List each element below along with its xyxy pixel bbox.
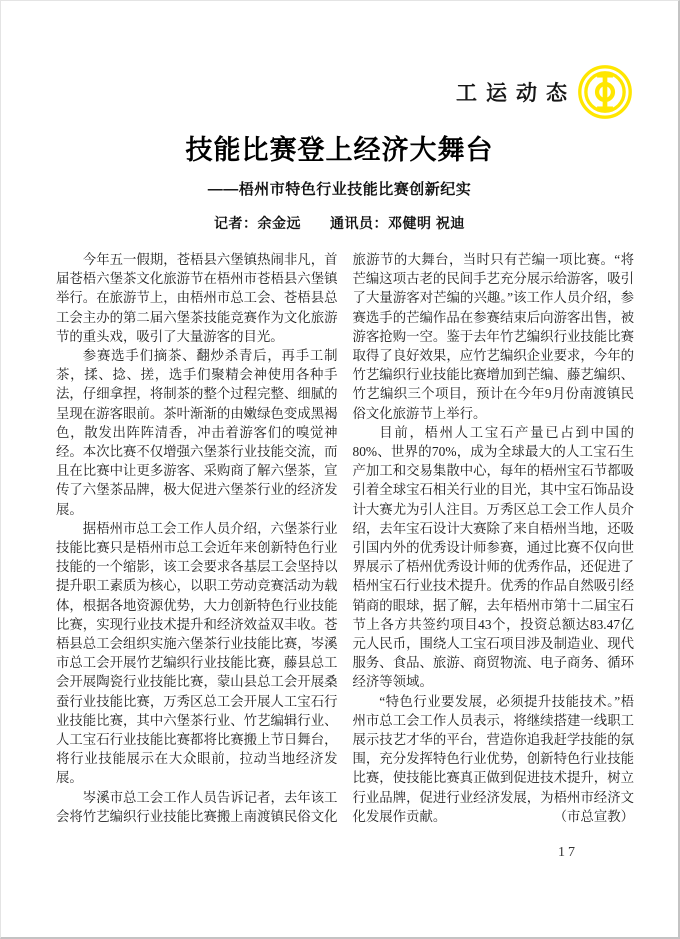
article-title: 技能比赛登上经济大舞台 (185, 135, 494, 165)
article-subtitle: ——梧州市特色行业技能比赛创新纪实 (207, 181, 472, 198)
paragraph-6 (353, 692, 635, 826)
paragraph-2: 参赛选手们摘茶、翻炒杀青后，再手工制茶，揉、捻、搓，选手们聚精会神使用各种手法，仔细拿捏，将制茶的整个过程完整、细腻的呈现在游客眼前。茶叶渐渐的由嫩绿色变成黑褐色，散发出阵阵清香，冲击着游客们的嗅觉神经。本次比赛不仅增强六堡茶行业技能交流，而且在比赛中让更多游客、采购商了解六堡茶，宣传了六堡茶品牌，极大促进六堡茶行业的经济发展。 (56, 348, 338, 517)
paragraph-3: 据梧州市总工会工作人员介绍，六堡茶行业技能比赛只是梧州市总工会近年来创新特色行业技能的一个缩影，该工会要求各基层工会坚持以提升职工素质为核心，以职工劳动竞赛活动为载体，根据各地资源优势，大力创新特色行业技能比赛，实现行业技术提升和经济效益双丰收。苍梧县总工会组织实施六堡茶行业技能比赛，岑溪市总工会开展竹艺编织行业技能比赛，藤县总工会开展陶瓷行业技能比赛，蒙山县总工会开展桑蚕行业技能比赛，万秀区总工会开展人工宝石行业技能比赛，其中六堡茶行业、竹艺编辑行业、人工宝石行业技能比赛都将比赛搬上节日舞台，将行业技能展示在大众眼前，拉动当地经济发展。 (56, 520, 338, 786)
page-number: 17 (558, 845, 578, 860)
article-body (56, 250, 634, 840)
paragraph-5: 目前，梧州人工宝石产量已占到中国的80%、世界的70%，成为全球最大的人工宝石生产加工和交易集散中心，每年的梧州宝石节都吸引着全球宝石相关行业的目光，其中宝石饰品设计大赛尤为引人注目。万秀区总工会工作人员介绍，去年宝石设计大赛除了来自梧州当地，还吸引国内外的优秀设计师参赛，通过比赛不仅向世界展示了梧州优秀设计师的优秀作品，还促进了梧州宝石行业技术提升。优秀的作品自然吸引经销商的眼球，据了解，去年梧州市第十二届宝石节上各方共签约项目43个，投资总额达83.47亿元人民币，围绕人工宝石项目涉及制造业、现代服务、食品、旅游、商贸物流、电子商务、循环经济等领域。 (352, 424, 634, 690)
section-title: 工运动态 (456, 81, 576, 105)
trade-union-emblem-icon (577, 64, 633, 120)
paragraph-4: 岑溪市总工会工作人员告诉记者，去年该工会将竹艺编织行业技能比赛搬上南渡镇民俗文化旅游节的大舞台，当时只有芒编一项比赛。“将芒编这项古老的民间手艺充分展示给游客，吸引了大量游客对芒编的兴趣。”该工作人员介绍，参赛选手的芒编作品在参赛结束后向游客出售，被游客抢购一空。鉴于去年竹艺编织行业技能比赛取得了良好效果，应竹艺编织企业要求，今年的竹艺编织行业技能比赛增加到芒编、藤艺编织、竹艺编织三个项目，预计在今年9月份南渡镇民俗文化旅游节上举行。 (56, 252, 634, 824)
article-byline: 记者：余金远 通讯员：邓健明 祝迪 (214, 215, 465, 231)
masthead (456, 64, 633, 120)
attribution-credit: （市总宣教） (553, 808, 634, 824)
paragraph-1: 今年五一假期，苍梧县六堡镇热闹非凡，首届苍梧六堡茶文化旅游节在梧州市苍梧县六堡镇举行。在旅游节上，由梧州市总工会、苍梧县总工会主办的第二届六堡茶技能竞赛作为文化旅游节的重头戏，吸引了大量游客的目光。 (56, 252, 338, 344)
paragraph-6-text: “特色行业要发展，必须提升技能技术。”梧州市总工会工作人员表示，将继续搭建一线职工展示技艺才华的平台，营造你追我赶学技能的氛围，充分发挥特色行业优势，创新特色行业技能比赛，使技能比赛真正做到促进技术提升，树立行业品牌，促进行业经济发展，为梧州市经济文化发展作贡献。 (352, 693, 634, 824)
